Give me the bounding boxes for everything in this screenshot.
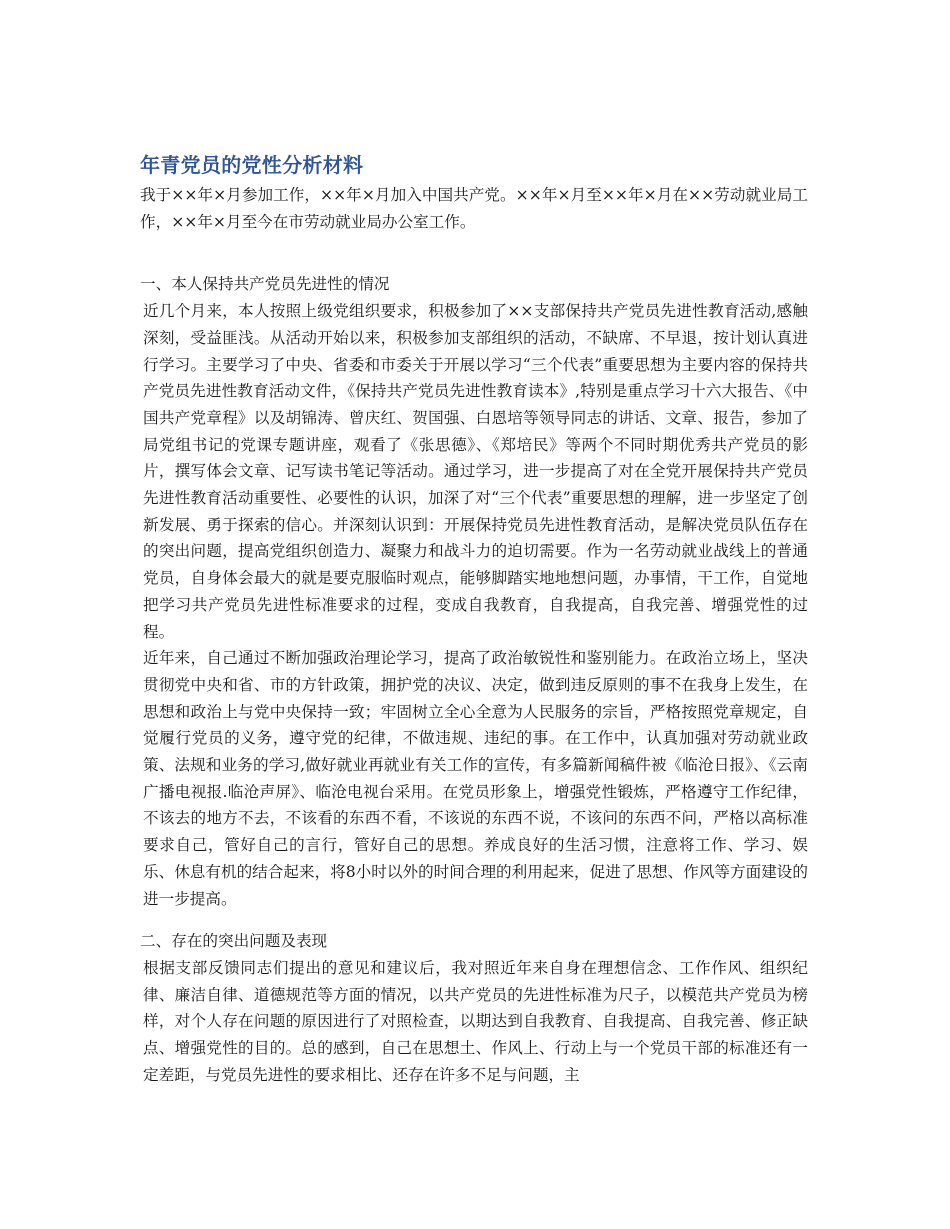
spacer xyxy=(140,235,808,271)
section-2-heading: 二、存在的突出问题及表现 xyxy=(140,932,328,951)
section-2-paragraph-1: 根据支部反馈同志们提出的意见和建议后，我对照近年来自身在理想信念、工作作风、组织纪律、廉洁自律、道德规范等方面的情况，以共产党员的先进性标准为尺子，以模范共产党员为榜样，对个人存在问题的原因进行了对照检查，以期达到自我教育、自我提高、自我完善、修正缺点、增强党性的目的。总的感到，自己在思想土、作风上、行动上与一个党员干部的标准还有一定差距，与党员先进性的要求相比、还存在许多不足与问题，主 xyxy=(143,958,808,1084)
document-title: 年青党员的党性分析材料 xyxy=(140,153,364,177)
section-1-paragraph-2: 近年来，自己通过不断加强政治理论学习，提高了政治敏锐性和鉴别能力。在政治立场上，坚决贯彻党中央和省、市的方针政策，拥护党的决议、决定，做到违反原则的事不在我身上发生，在思想和政治上与党中央保持一致；牢固树立全心全意为人民服务的宗旨，严格按照党章规定，自觉履行党员的义务，遵守党的纪律，不做违规、违纪的事。在工作中，认真加强对劳动就业政策、法规和业务的学习,做好就业再就业有关工作的宣传，有多篇新闻稿件被《临沧日报》、《云南广播电视报.临沧声屏》、临沧电视台采用。在党员形象上，增强党性锻炼，严格遵守工作纪律，不该去的地方不去，不该看的东西不看，不该说的东西不说，不该问的东西不问，严格以高标准要求自己，管好自己的言行，管好自己的思想。养成良好的生活习惯，注意将工作、学习、娱乐、休息有机的结合起来，将8小时以外的时间合理的利用起来，促进了思想、作风等方面建设的进一步提高。 xyxy=(143,649,808,908)
section-1-paragraph-1: 近几个月来，本人按照上级党组织要求，积极参加了××支部保持共产党员先进性教育活动,感触深刻，受益匪浅。从活动开始以来，积极参加支部组织的活动，不缺席、不早退，按计划认真进行学习。主要学习了中央、省委和市委关于开展以学习“三个代表”重要思想为主要内容的保持共产党员先进性教育活动文件，《保持共产党员先进性教育读本》,特别是重点学习十六大报告、《中国共产党章程》以及胡锦涛、曾庆红、贺国强、白恩培等领导同志的讲话、文章、报告，参加了局党组书记的党课专题讲座，观看了《张思德》、《郑培民》等两个不同时期优秀共产党员的影片，撰写体会文章、记写读书笔记等活动。通过学习，进一步提高了对在全党开展保持共产党员先进性教育活动重要性、必要性的认识，加深了对“三个代表”重要思想的理解，进一步坚定了创新发展、勇于探索的信心。并深刻认识到：开展保持党员先进性教育活动，是解决党员队伍存在的突出问题，提高党组织创造力、凝聚力和战斗力的迫切需要。作为一名劳动就业战线上的普通党员，自身体会最大的就是要克服临时观点，能够脚踏实地地想问题，办事情，干工作，自觉地把学习共产党员先进性标准要求的过程，变成自我教育，自我提高，自我完善、增强党性的过程。 xyxy=(143,302,808,641)
section-1-heading: 一、本人保持共产党员先进性的情况 xyxy=(140,275,390,294)
document-page xyxy=(140,150,808,1089)
intro-paragraph: 我于××年×月参加工作，××年×月加入中国共产党。××年×月至××年×月在××劳动就业局工作，××年×月至今在市劳动就业局办公室工作。 xyxy=(140,186,808,231)
spacer xyxy=(140,912,808,928)
